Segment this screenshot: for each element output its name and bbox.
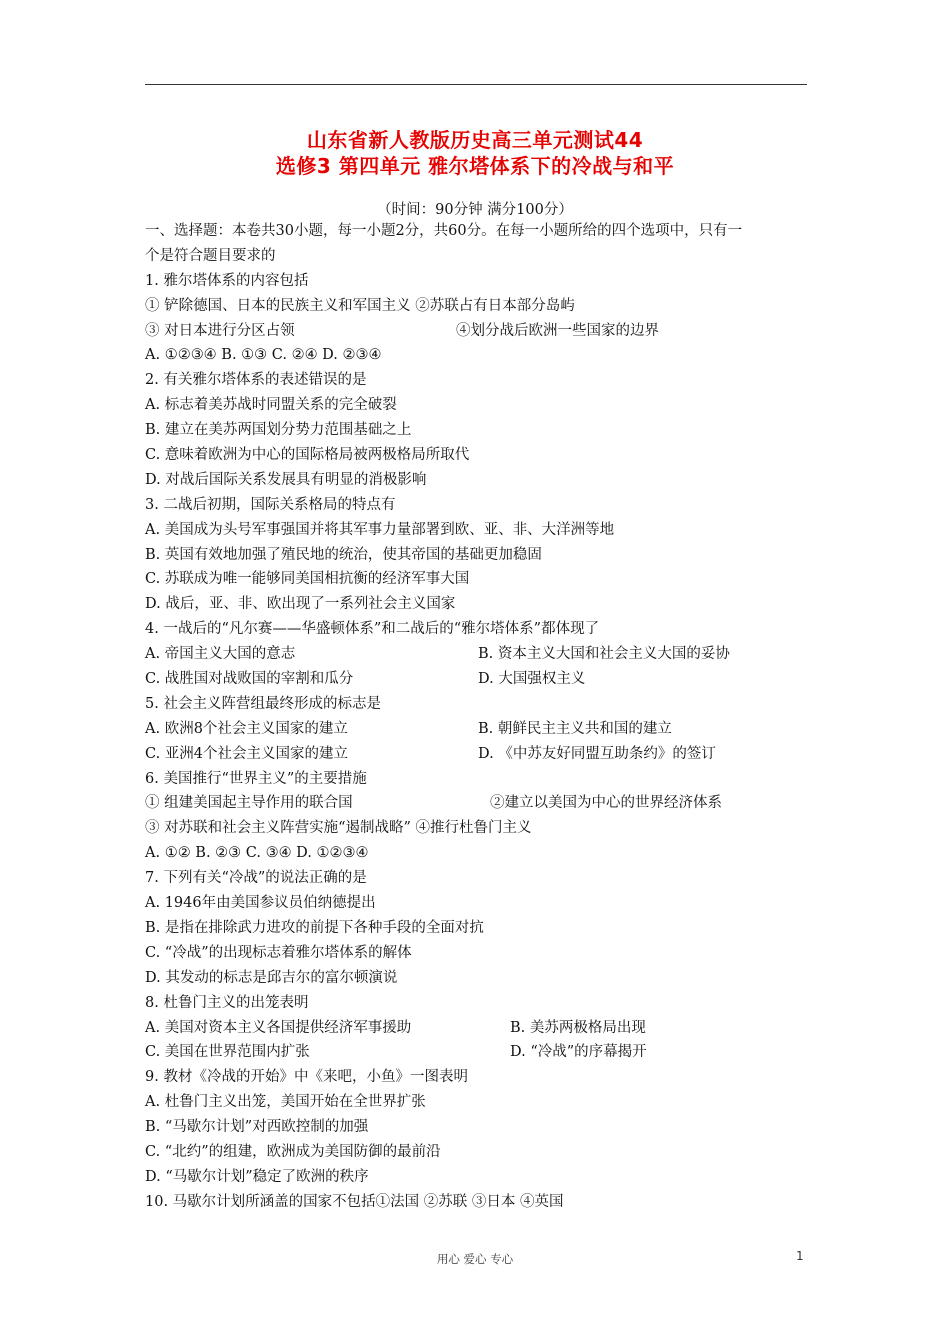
line-text: 9. 教材《冷战的开始》中《来吧，小鱼》一图表明 <box>145 1069 468 1086</box>
text-line <box>145 219 809 244</box>
text-line <box>145 294 809 319</box>
text-line <box>145 816 809 841</box>
line-text: C. “冷战”的出现标志着雅尔塔体系的解体 <box>145 944 412 961</box>
line-text: B. 英国有效地加强了殖民地的统治，使其帝国的基础更加稳固 <box>145 546 542 563</box>
title-line-1: 山东省新人教版历史高三单元测试44 <box>306 128 644 152</box>
line-text: A. ①②③④ B. ①③ C. ②④ D. ②③④ <box>145 347 382 364</box>
line-text: C. 苏联成为唯一能够同美国相抗衡的经济军事大国 <box>145 571 470 588</box>
line-text-column-2: B. 资本主义大国和社会主义大国的妥协 <box>478 646 730 663</box>
line-text-column-2: B. 美苏两极格局出现 <box>510 1019 646 1036</box>
line-text: 2. 有关雅尔塔体系的表述错误的是 <box>145 372 367 389</box>
line-text: D. 对战后国际关系发展具有明显的消极影响 <box>145 471 427 488</box>
text-line <box>145 343 809 368</box>
text-line <box>145 1190 809 1215</box>
line-text: B. “马歇尔计划”对西欧控制的加强 <box>145 1119 369 1136</box>
text-line <box>145 692 809 717</box>
text-line <box>145 742 809 767</box>
line-text: C. 亚洲4个社会主义国家的建立 <box>145 745 349 762</box>
text-line <box>145 1090 809 1115</box>
text-line <box>145 891 809 916</box>
text-line <box>145 418 809 443</box>
line-text-column-2: D. 大国强权主义 <box>478 671 586 688</box>
line-text: 6. 美国推行“世界主义”的主要措施 <box>145 770 367 787</box>
line-text: C. “北约”的组建，欧洲成为美国防御的最前沿 <box>145 1143 441 1160</box>
line-text: A. 帝国主义大国的意志 <box>145 646 296 663</box>
line-text: A. 美国成为头号军事强国并将其军事力量部署到欧、亚、非、大洋洲等地 <box>145 521 615 538</box>
line-text: A. ①② B. ②③ C. ③④ D. ①②③④ <box>145 845 369 862</box>
line-text: 个是符合题目要求的 <box>145 247 276 264</box>
text-line <box>145 319 809 344</box>
line-text: 3. 二战后初期，国际关系格局的特点有 <box>145 496 396 513</box>
text-line <box>145 244 809 269</box>
text-line <box>145 592 809 617</box>
text-line <box>145 966 809 991</box>
line-text: A. 1946年由美国参议员伯纳德提出 <box>145 895 376 912</box>
text-line <box>145 791 809 816</box>
text-line <box>145 642 809 667</box>
text-line <box>145 767 809 792</box>
line-text: 7. 下列有关“冷战”的说法正确的是 <box>145 870 367 887</box>
text-line <box>145 443 809 468</box>
line-text: A. 美国对资本主义各国提供经济军事援助 <box>145 1019 412 1036</box>
text-line <box>145 493 809 518</box>
text-line <box>145 717 809 742</box>
text-line <box>145 1140 809 1165</box>
line-text: 一、选择题：本卷共30小题，每一小题2分，共60分。在每一小题所给的四个选项中，只有一 <box>145 223 743 239</box>
text-line <box>145 866 809 891</box>
text-line <box>145 368 809 393</box>
line-text: A. 标志着美苏战时同盟关系的完全破裂 <box>145 397 397 414</box>
text-line <box>145 567 809 592</box>
line-text: 8. 杜鲁门主义的出笼表明 <box>145 994 309 1011</box>
title-line-2: 选修3 第四单元 雅尔塔体系下的冷战与和平 <box>275 154 675 178</box>
text-line <box>145 269 809 294</box>
line-text: ① 铲除德国、日本的民族主义和军国主义 ②苏联占有日本部分岛屿 <box>145 297 575 314</box>
question-body <box>145 219 809 1215</box>
line-text-column-2: B. 朝鲜民主主义共和国的建立 <box>478 720 672 737</box>
page-number: 1 <box>796 1249 804 1263</box>
text-line <box>145 1165 809 1190</box>
footer-text: 用心 爱心 专心 <box>436 1252 514 1266</box>
text-line <box>145 518 809 543</box>
text-line <box>145 393 809 418</box>
line-text-column-2: D. 《中苏友好同盟互助条约》的签订 <box>478 745 716 762</box>
line-text: 5. 社会主义阵营组最终形成的标志是 <box>145 695 381 712</box>
line-text-column-2: D. “冷战”的序幕揭开 <box>510 1044 647 1061</box>
time-info: （时间：90分钟 满分100分） <box>377 202 573 218</box>
line-text: D. “马歇尔计划”稳定了欧洲的秩序 <box>145 1168 369 1185</box>
line-text: C. 战胜国对战败国的宰割和瓜分 <box>145 671 354 688</box>
header-rule <box>145 84 807 85</box>
line-text: A. 欧洲8个社会主义国家的建立 <box>145 720 348 737</box>
line-text: C. 意味着欧洲为中心的国际格局被两极格局所取代 <box>145 447 470 464</box>
line-text: B. 建立在美苏两国划分势力范围基础之上 <box>145 422 412 439</box>
line-text: 10. 马歇尔计划所涵盖的国家不包括①法国 ②苏联 ③日本 ④英国 <box>145 1193 564 1210</box>
line-text: ③ 对日本进行分区占领 <box>145 322 295 339</box>
line-text-column-2: ④划分战后欧洲一些国家的边界 <box>456 322 659 339</box>
text-line <box>145 916 809 941</box>
text-line <box>145 543 809 568</box>
line-text-column-2: ②建立以美国为中心的世界经济体系 <box>490 795 722 812</box>
text-line <box>145 1016 809 1041</box>
line-text: 1. 雅尔塔体系的内容包括 <box>145 272 309 289</box>
text-line <box>145 1040 809 1065</box>
text-line <box>145 1065 809 1090</box>
line-text: D. 战后，亚、非、欧出现了一系列社会主义国家 <box>145 596 456 613</box>
text-line <box>145 468 809 493</box>
text-line <box>145 841 809 866</box>
text-line <box>145 617 809 642</box>
text-line <box>145 991 809 1016</box>
line-text: ③ 对苏联和社会主义阵营实施“遏制战略” ④推行杜鲁门主义 <box>145 820 532 837</box>
text-line <box>145 1115 809 1140</box>
line-text: B. 是指在排除武力进攻的前提下各种手段的全面对抗 <box>145 919 484 936</box>
text-line <box>145 941 809 966</box>
line-text: D. 其发动的标志是邱吉尔的富尔顿演说 <box>145 969 398 986</box>
line-text: C. 美国在世界范围内扩张 <box>145 1044 310 1061</box>
line-text: 4. 一战后的“凡尔赛——华盛顿体系”和二战后的“雅尔塔体系”都体现了 <box>145 621 600 638</box>
line-text: A. 杜鲁门主义出笼，美国开始在全世界扩张 <box>145 1094 426 1111</box>
text-line <box>145 667 809 692</box>
line-text: ① 组建美国起主导作用的联合国 <box>145 795 353 812</box>
